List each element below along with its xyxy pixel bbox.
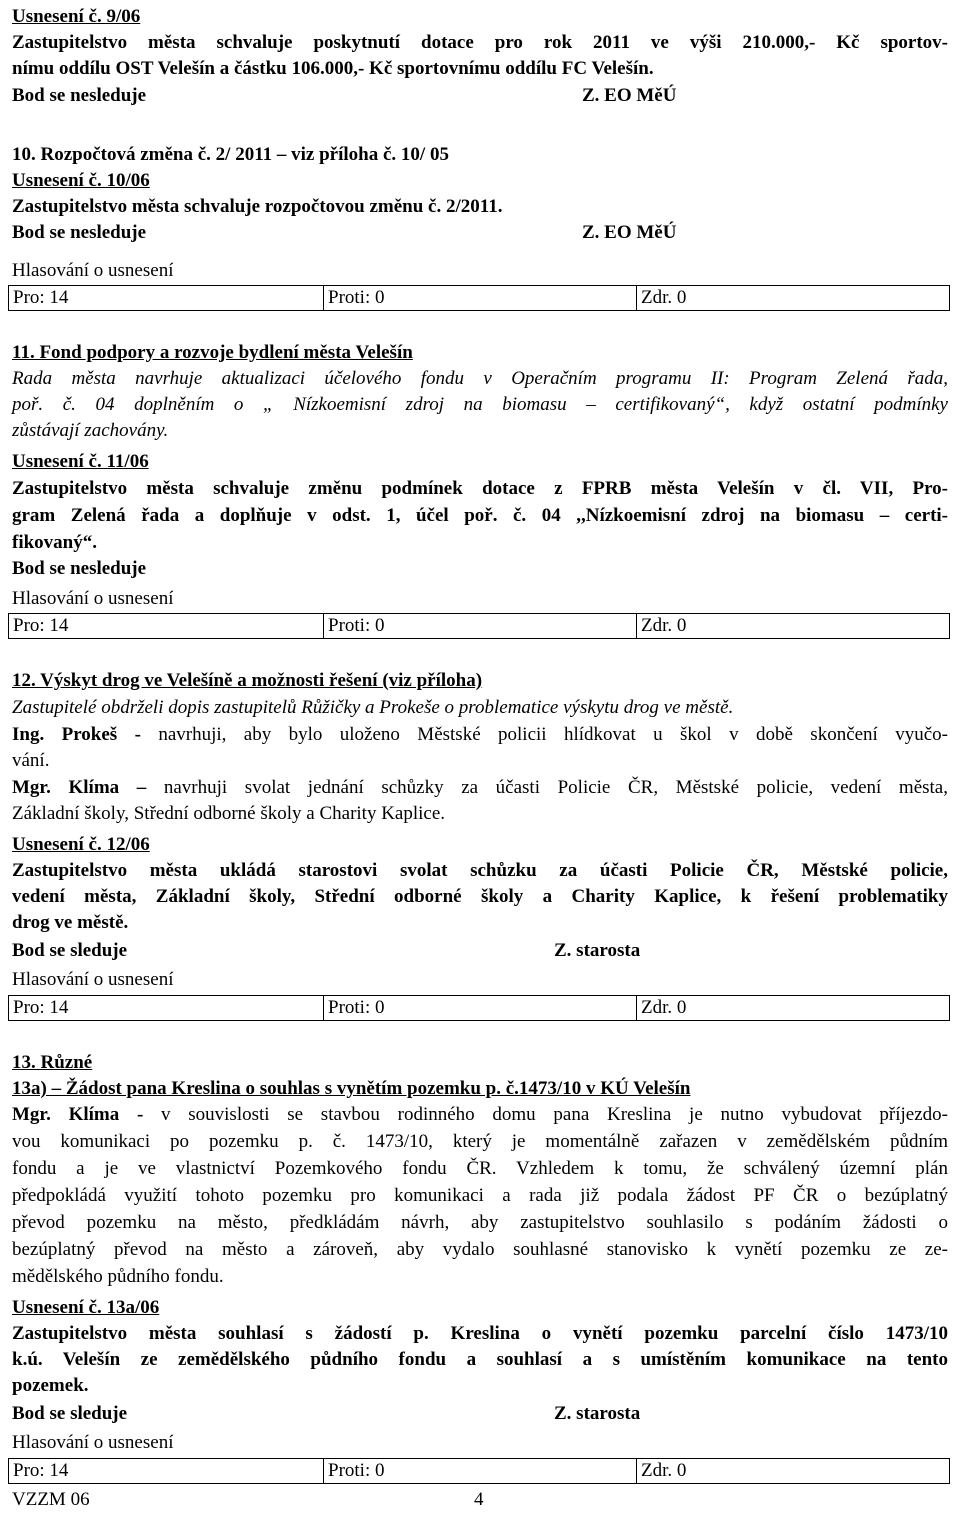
footer-document-id: VZZM 06: [12, 1489, 90, 1510]
resolution-12-responsible: Z. starosta: [554, 940, 641, 961]
resolution-9-text-line: nímu oddílu OST Velešín a částku 106.000,- Kč sportovnímu oddílu FC Velešín.: [12, 58, 654, 79]
item-12-intro: Zastupitelé obdrželi dopis zastupitelů Růžičky a Prokeše o problematice výskytu drog ve městě.: [12, 697, 734, 718]
vote-label: Hlasování o usnesení: [12, 1432, 174, 1453]
resolution-11-text-line: Zastupitelstvo města schvaluje změnu podmínek dotace z FPRB města Velešín v čl. VII, Pro-: [12, 478, 948, 499]
resolution-10-heading: Usnesení č. 10/06: [12, 170, 150, 191]
resolution-13a-responsible: Z. starosta: [554, 1403, 641, 1424]
vote-zdr: Zdr. 0: [641, 287, 687, 308]
vote-pro: Pro: 14: [9, 614, 324, 638]
vote-label: Hlasování o usnesení: [12, 260, 174, 281]
item-10-title: 10. Rozpočtová změna č. 2/ 2011 – viz příloha č. 10/ 05: [12, 144, 449, 165]
item-13a-speech-line: mědělského půdního fondu.: [12, 1266, 224, 1287]
speaker-name: Mgr. Klíma -: [12, 1104, 144, 1125]
resolution-13a-heading: Usnesení č. 13a/06: [12, 1297, 160, 1318]
resolution-10-text: Zastupitelstvo města schvaluje rozpočtovou změnu č. 2/2011.: [12, 196, 503, 217]
vote-zdr: Zdr. 0: [641, 997, 687, 1018]
item-13a-speech-line: vou komunikaci po pozemku p. č. 1473/10, který je momentálně zařazen v zemědělském půdním: [12, 1131, 948, 1152]
resolution-12-follow: Bod se sleduje: [12, 940, 128, 961]
speech-text: v souvislosti se stavbou rodinného domu pana Kreslina je nutno vybudovat příjezdo-: [143, 1104, 948, 1125]
item-13a-title: 13a) – Žádost pana Kreslina o souhlas s vynětím pozemku p. č.1473/10 v KÚ Velešín: [12, 1078, 691, 1099]
speech-text: navrhuji svolat jednání schůzky za účasti Policie ČR, Městské policie, vedení města,: [146, 777, 948, 798]
resolution-9-heading: Usnesení č. 9/06: [12, 6, 141, 27]
item-11-proposal-line: zůstávají zachovány.: [12, 420, 169, 441]
footer-page-number: 4: [474, 1489, 484, 1510]
resolution-13a-text-line: k.ú. Velešín ze zemědělského půdního fondu a souhlasí a s umístěním komunikace na tento: [12, 1349, 948, 1370]
vote-proti: Proti: 0: [324, 1459, 637, 1483]
vote-label: Hlasování o usnesení: [12, 969, 174, 990]
vote-pro: Pro: 14: [9, 286, 324, 310]
item-13-title: 13. Různé: [12, 1052, 93, 1073]
vote-proti: Proti: 0: [324, 286, 637, 310]
resolution-12-text-line: Zastupitelstvo města ukládá starostovi svolat schůzku za účasti Policie ČR, Městské policie,: [12, 860, 948, 881]
resolution-11-heading: Usnesení č. 11/06: [12, 451, 149, 472]
resolution-9-follow: Bod se nesleduje: [12, 85, 147, 106]
speaker-name: Ing. Prokeš -: [12, 724, 141, 745]
resolution-10-responsible: Z. EO MěÚ: [582, 222, 677, 243]
vote-zdr: Zdr. 0: [641, 1460, 687, 1481]
item-12-speech-line: [12, 722, 948, 748]
vote-table: [8, 285, 950, 311]
resolution-12-text-line: drog ve městě.: [12, 912, 129, 933]
item-11-proposal-line: Rada města navrhuje aktualizaci účelového fondu v Operačním programu II: Program Zelená řada,: [12, 368, 948, 389]
vote-pro: Pro: 14: [9, 1459, 324, 1483]
vote-label: Hlasování o usnesení: [12, 588, 174, 609]
speech-text: navrhuji, aby bylo uloženo Městské policii hlídkovat u škol v době skončení vyučo-: [140, 724, 948, 745]
item-13a-speech-line: předpokládá využití tohoto pozemku pro komunikaci a rada již podala žádost PF ČR o bezúplatný: [12, 1185, 948, 1206]
item-13a-speech-line: bezúplatný převod na město a zároveň, aby vydalo souhlasné stanovisko k vynětí pozemku ze ze-: [12, 1239, 948, 1260]
resolution-11-text-line: fikovaný“.: [12, 532, 97, 553]
resolution-9-text-line: Zastupitelstvo města schvaluje poskytnutí dotace pro rok 2011 ve výši 210.000,- Kč sportov-: [12, 32, 948, 53]
item-11-title: 11. Fond podpory a rozvoje bydlení města Velešín: [12, 342, 413, 363]
vote-pro: Pro: 14: [9, 996, 324, 1020]
item-11-proposal-line: poř. č. 04 doplněním o „ Nízkoemisní zdroj na biomasu – certifikovaný“, když ostatní podmínky: [12, 394, 948, 415]
vote-proti: Proti: 0: [324, 614, 637, 638]
resolution-13a-text-line: pozemek.: [12, 1375, 89, 1396]
resolution-12-heading: Usnesení č. 12/06: [12, 834, 150, 855]
resolution-9-responsible: Z. EO MěÚ: [582, 85, 677, 106]
item-13a-speech-line: fondu a je ve vlastnictví Pozemkového fondu ČR. Vzhledem k tomu, že schválený územní plán: [12, 1158, 948, 1179]
item-13a-speech-line: převod pozemku na město, předkládám návrh, aby zastupitelstvo souhlasilo s podáním žádosti o: [12, 1212, 948, 1233]
speaker-name: Mgr. Klíma –: [12, 777, 147, 798]
item-12-speech-line: [12, 775, 948, 801]
resolution-11-follow: Bod se nesleduje: [12, 558, 147, 579]
item-12-speech-line: vání.: [12, 750, 50, 771]
item-12-title: 12. Výskyt drog ve Velešíně a možnosti řešení (viz příloha): [12, 670, 483, 691]
vote-table: [8, 1458, 950, 1484]
resolution-10-follow: Bod se nesleduje: [12, 222, 147, 243]
resolution-12-text-line: vedení města, Základní školy, Střední odborné školy a Charity Kaplice, k řešení problematiky: [12, 886, 948, 907]
item-12-speech-line: Základní školy, Střední odborné školy a Charity Kaplice.: [12, 803, 446, 824]
vote-zdr: Zdr. 0: [641, 615, 687, 636]
vote-proti: Proti: 0: [324, 996, 637, 1020]
resolution-13a-text-line: Zastupitelstvo města souhlasí s žádostí p. Kreslina o vynětí pozemku parcelní číslo 1473/10: [12, 1323, 948, 1344]
vote-table: [8, 995, 950, 1021]
vote-table: [8, 613, 950, 639]
resolution-13a-follow: Bod se sleduje: [12, 1403, 128, 1424]
item-13a-speech-line: [12, 1102, 948, 1128]
resolution-11-text-line: gram Zelená řada a doplňuje v odst. 1, účel poř. č. 04 ,,Nízkoemisní zdroj na biomasu – certi-: [12, 505, 948, 526]
